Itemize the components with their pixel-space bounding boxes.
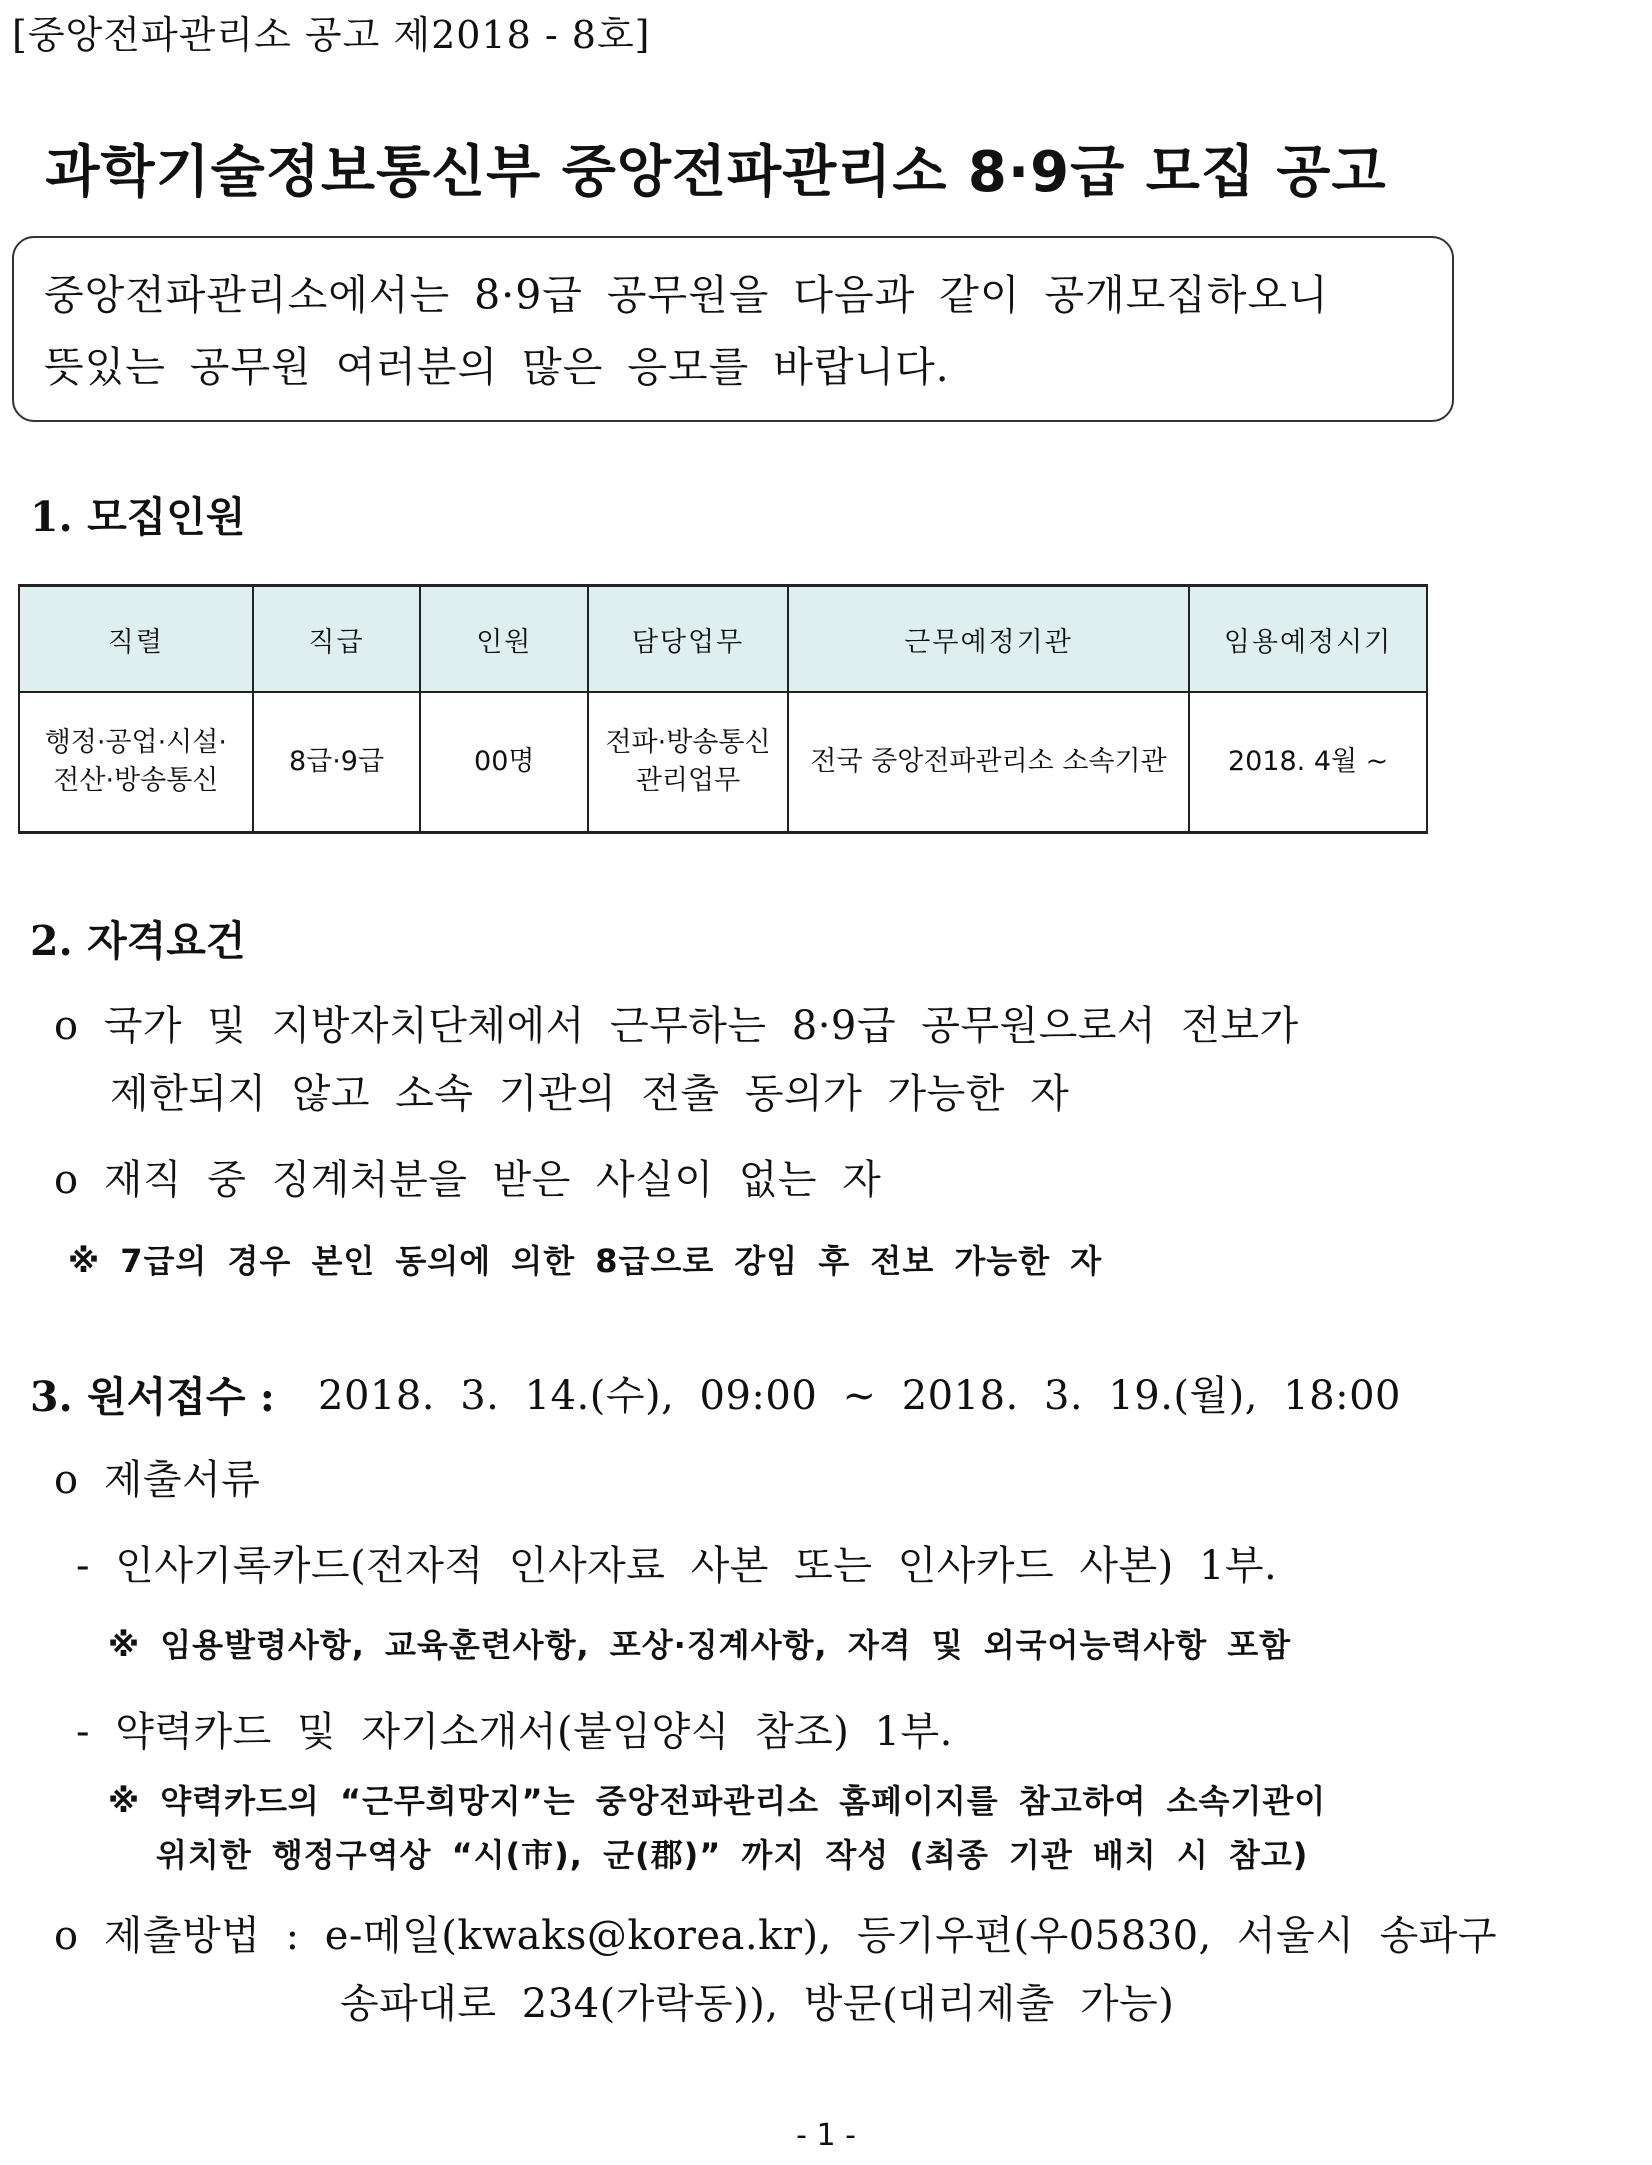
notice-number: [중앙전파관리소 공고 제2018 - 8호] [12,13,651,57]
intro-line-2: 뜻있는 공무원 여러분의 많은 응모를 바랍니다. [44,343,950,391]
document-1: - 인사기록카드(전자적 인사자료 사본 또는 인사카드 사본) 1부. [76,1543,1278,1589]
section3-heading: 3. 원서접수 : [30,1373,275,1421]
cell-duty-line1: 전파·방송통신 [605,727,771,758]
table-row [19,692,1427,833]
cell-series-line1: 행정·공업·시설· [44,727,227,758]
cell-count: 00명 [420,692,588,833]
cell-duty-line2: 관리업무 [635,765,741,796]
submission-method-line-2: 송파대로 234(가락동)), 방문(대리제출 가능) [340,1981,1175,2027]
header-agency: 근무예정기관 [788,586,1189,693]
table-header-row [19,586,1427,693]
cell-duty [588,692,788,833]
cell-agency: 전국 중앙전파관리소 소속기관 [788,692,1189,833]
header-duty: 담당업무 [588,586,788,693]
header-count: 인원 [420,586,588,693]
section2-heading: 2. 자격요건 [30,917,246,965]
document-title [0,128,1652,208]
header-grade: 직급 [253,586,421,693]
cell-series-line2: 전산·방송통신 [53,765,219,796]
header-timing: 임용예정시기 [1189,586,1427,693]
cell-timing: 2018. 4월 ~ [1189,692,1427,833]
application-period: 2018. 3. 14.(수), 09:00 ~ 2018. 3. 19.(월), 18:00 [318,1373,1401,1419]
intro-line-1: 중앙전파관리소에서는 8·9급 공무원을 다음과 같이 공개모집하오니 [44,271,1329,319]
submission-method-line-1: o 제출방법 : e-메일(kwaks@korea.kr), 등기우편(우05830, 서울시 송파구 [54,1913,1498,1959]
section1-heading: 1. 모집인원 [30,493,246,541]
cell-grade: 8급·9급 [253,692,421,833]
document-2-note-line-2: 위치한 행정구역상 “시(市), 군(郡)” 까지 작성 (최종 기관 배치 시 참고) [156,1836,1309,1874]
document-title-text: 과학기술정보통신부 중앙전파관리소 8·9급 모집 공고 [45,140,1387,205]
qualification-note: ※ 7급의 경우 본인 동의에 의한 8급으로 강임 후 전보 가능한 자 [68,1242,1103,1280]
document-2: - 약력카드 및 자기소개서(붙임양식 참조) 1부. [76,1709,953,1755]
documents-label: o 제출서류 [54,1457,261,1503]
qualification-item-1-line-1: o 국가 및 지방자치단체에서 근무하는 8·9급 공무원으로서 전보가 [54,1003,1299,1049]
qualification-item-1-line-2: 제한되지 않고 소속 기관의 전출 동의가 가능한 자 [110,1071,1070,1117]
header-series: 직렬 [19,586,253,693]
recruitment-table [18,584,1428,834]
cell-series [19,692,253,833]
document-1-note: ※ 임용발령사항, 교육훈련사항, 포상·징계사항, 자격 및 외국어능력사항 포함 [108,1626,1292,1664]
qualification-item-2: o 재직 중 징계처분을 받은 사실이 없는 자 [54,1157,882,1203]
intro-box [12,236,1454,422]
document-2-note-line-1: ※ 약력카드의 “근무희망지”는 중앙전파관리소 홈페이지를 참고하여 소속기관이 [108,1782,1327,1820]
page-number: - 1 - [796,2118,856,2153]
